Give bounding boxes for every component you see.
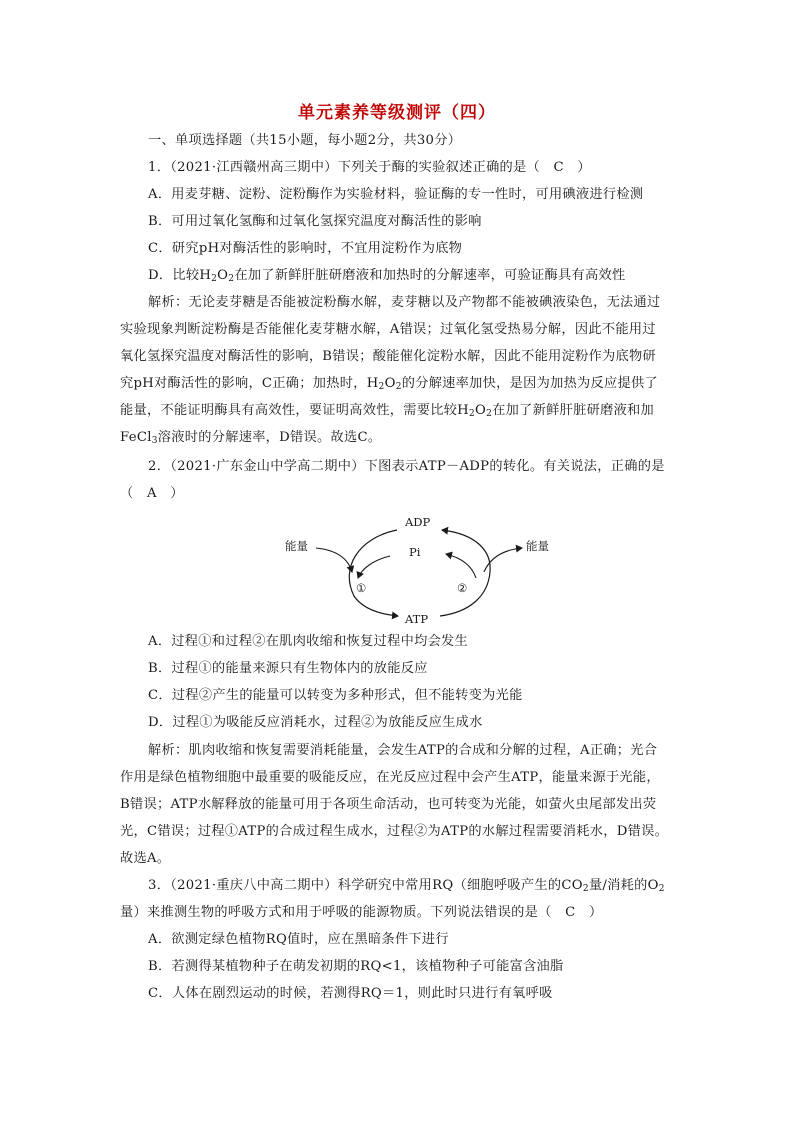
q2-explanation-line: 光，C错误；过程①ATP的合成过程生成水，过程②为ATP的水解过程需要消耗水，D错误。 — [120, 824, 669, 839]
q2-explanation-line: B错误；ATP水解释放的能量可用于各项生命活动，也可转变为光能，如萤火虫尾部发出荧 — [120, 797, 657, 812]
q1-explanation-line: 解析：无论麦芽糖是否能被淀粉酶水解，麦芽糖以及产物都不能被碘液染色，无法通过 — [148, 295, 661, 310]
q1-option-b: B．可用过氧化氢酶和过氧化氢探究温度对酶活性的影响 — [148, 214, 482, 229]
q3-stem-cont: 量）来推测生物的呼吸方式和用于呼吸的能源物质。下列说法错误的是（ C ） — [120, 905, 603, 920]
q2-option-a: A．过程①和过程②在肌肉收缩和恢复过程中均会发生 — [148, 634, 469, 649]
q2-explanation-line: 故选A。 — [120, 851, 171, 866]
q1-option-c: C．研究pH对酶活性的影响时，不宜用淀粉作为底物 — [148, 241, 463, 256]
q1-explanation-line: FeCl$_3$溶液时的分解速率，D错误。故选C。 — [120, 430, 382, 446]
section-heading: 一、单项选择题（共15小题，每小题2分，共30分） — [148, 133, 462, 148]
q1-explanation-line: 实验现象判断淀粉酶是否能催化麦芽糖水解，A错误；过氧化氢受热易分解，因此不能用过 — [120, 322, 656, 337]
atp-adp-diagram — [270, 508, 570, 628]
process1-arrow — [349, 530, 398, 616]
q2-explanation-line: 作用是绿色植物细胞中最重要的吸能反应，在光反应过程中会产生ATP，能量来源于光能， — [120, 770, 660, 785]
q2-stem-answer: （ A ） — [120, 486, 184, 501]
q1-explanation-line: 氧化氢探究温度对酶活性的影响，B错误；酸能催化淀粉水解，因此不能用淀粉作为底物研 — [120, 349, 656, 364]
q1-stem: 1．（2021·江西赣州高三期中）下列关于酶的实验叙述正确的是（ C ） — [148, 160, 591, 175]
pi-label: Pi — [409, 545, 421, 559]
adp-label: ADP — [405, 515, 431, 529]
q2-explanation-line: 解析：肌肉收缩和恢复需要消耗能量，会发生ATP的合成和分解的过程，A正确；光合 — [148, 743, 658, 758]
energy-right-label: 能量 — [526, 539, 549, 553]
q1-explanation-line: 能量，不能证明酶具有高效性，要证明高效性，需要比较$H_2O_2$在加了新鲜肝脏研磨液和加 — [120, 403, 655, 419]
q2-option-d: D．过程①为吸能反应消耗水，过程②为放能反应生成水 — [148, 715, 483, 730]
q1-option-a: A．用麦芽糖、淀粉、淀粉酶作为实验材料，验证酶的专一性时，可用碘液进行检测 — [148, 187, 644, 202]
atp-label: ATP — [405, 612, 429, 626]
q2-option-c: C．过程②产生的能量可以转变为多种形式，但不能转变为光能 — [148, 688, 523, 703]
process1-label: ① — [356, 581, 367, 595]
energy-left-label: 能量 — [285, 539, 308, 553]
q3-option-a: A．欲测定绿色植物RQ值时，应在黑暗条件下进行 — [148, 932, 449, 947]
page-title: 单元素养等级测评（四） — [298, 103, 496, 123]
q2-option-b: B．过程①的能量来源只有生物体内的放能反应 — [148, 661, 428, 676]
process2-arrow — [440, 530, 490, 616]
process2-label: ② — [457, 581, 468, 595]
pi-out-arrow — [446, 554, 476, 578]
q3-option-c: C．人体在剧烈运动的时候，若测得RQ＝1，则此时只进行有氧呼吸 — [148, 986, 553, 1001]
energy-in-arrow — [316, 548, 352, 572]
q3-option-b: B．若测得某植物种子在萌发初期的RQ<1，该植物种子可能富含油脂 — [148, 959, 564, 974]
q1-explanation-line: 究pH对酶活性的影响，C正确；加热时，$H_2O_2$的分解速率加快，是因为加热为反应提供了 — [120, 376, 658, 392]
q3-stem: 3．（2021·重庆八中高二期中）科学研究中常用RQ（细胞呼吸产生的$CO_2$量/消耗的$O_2$ — [148, 878, 665, 894]
q1-option-d: D．比较$H_2O_2$在加了新鲜肝脏研磨液和加热时的分解速率，可验证酶具有高效性 — [148, 268, 626, 284]
q2-stem: 2．（2021·广东金山中学高二期中）下图表示ATP－ADP的转化。有关说法，正确的是 — [148, 459, 665, 474]
pi-in-arrow — [358, 556, 390, 578]
